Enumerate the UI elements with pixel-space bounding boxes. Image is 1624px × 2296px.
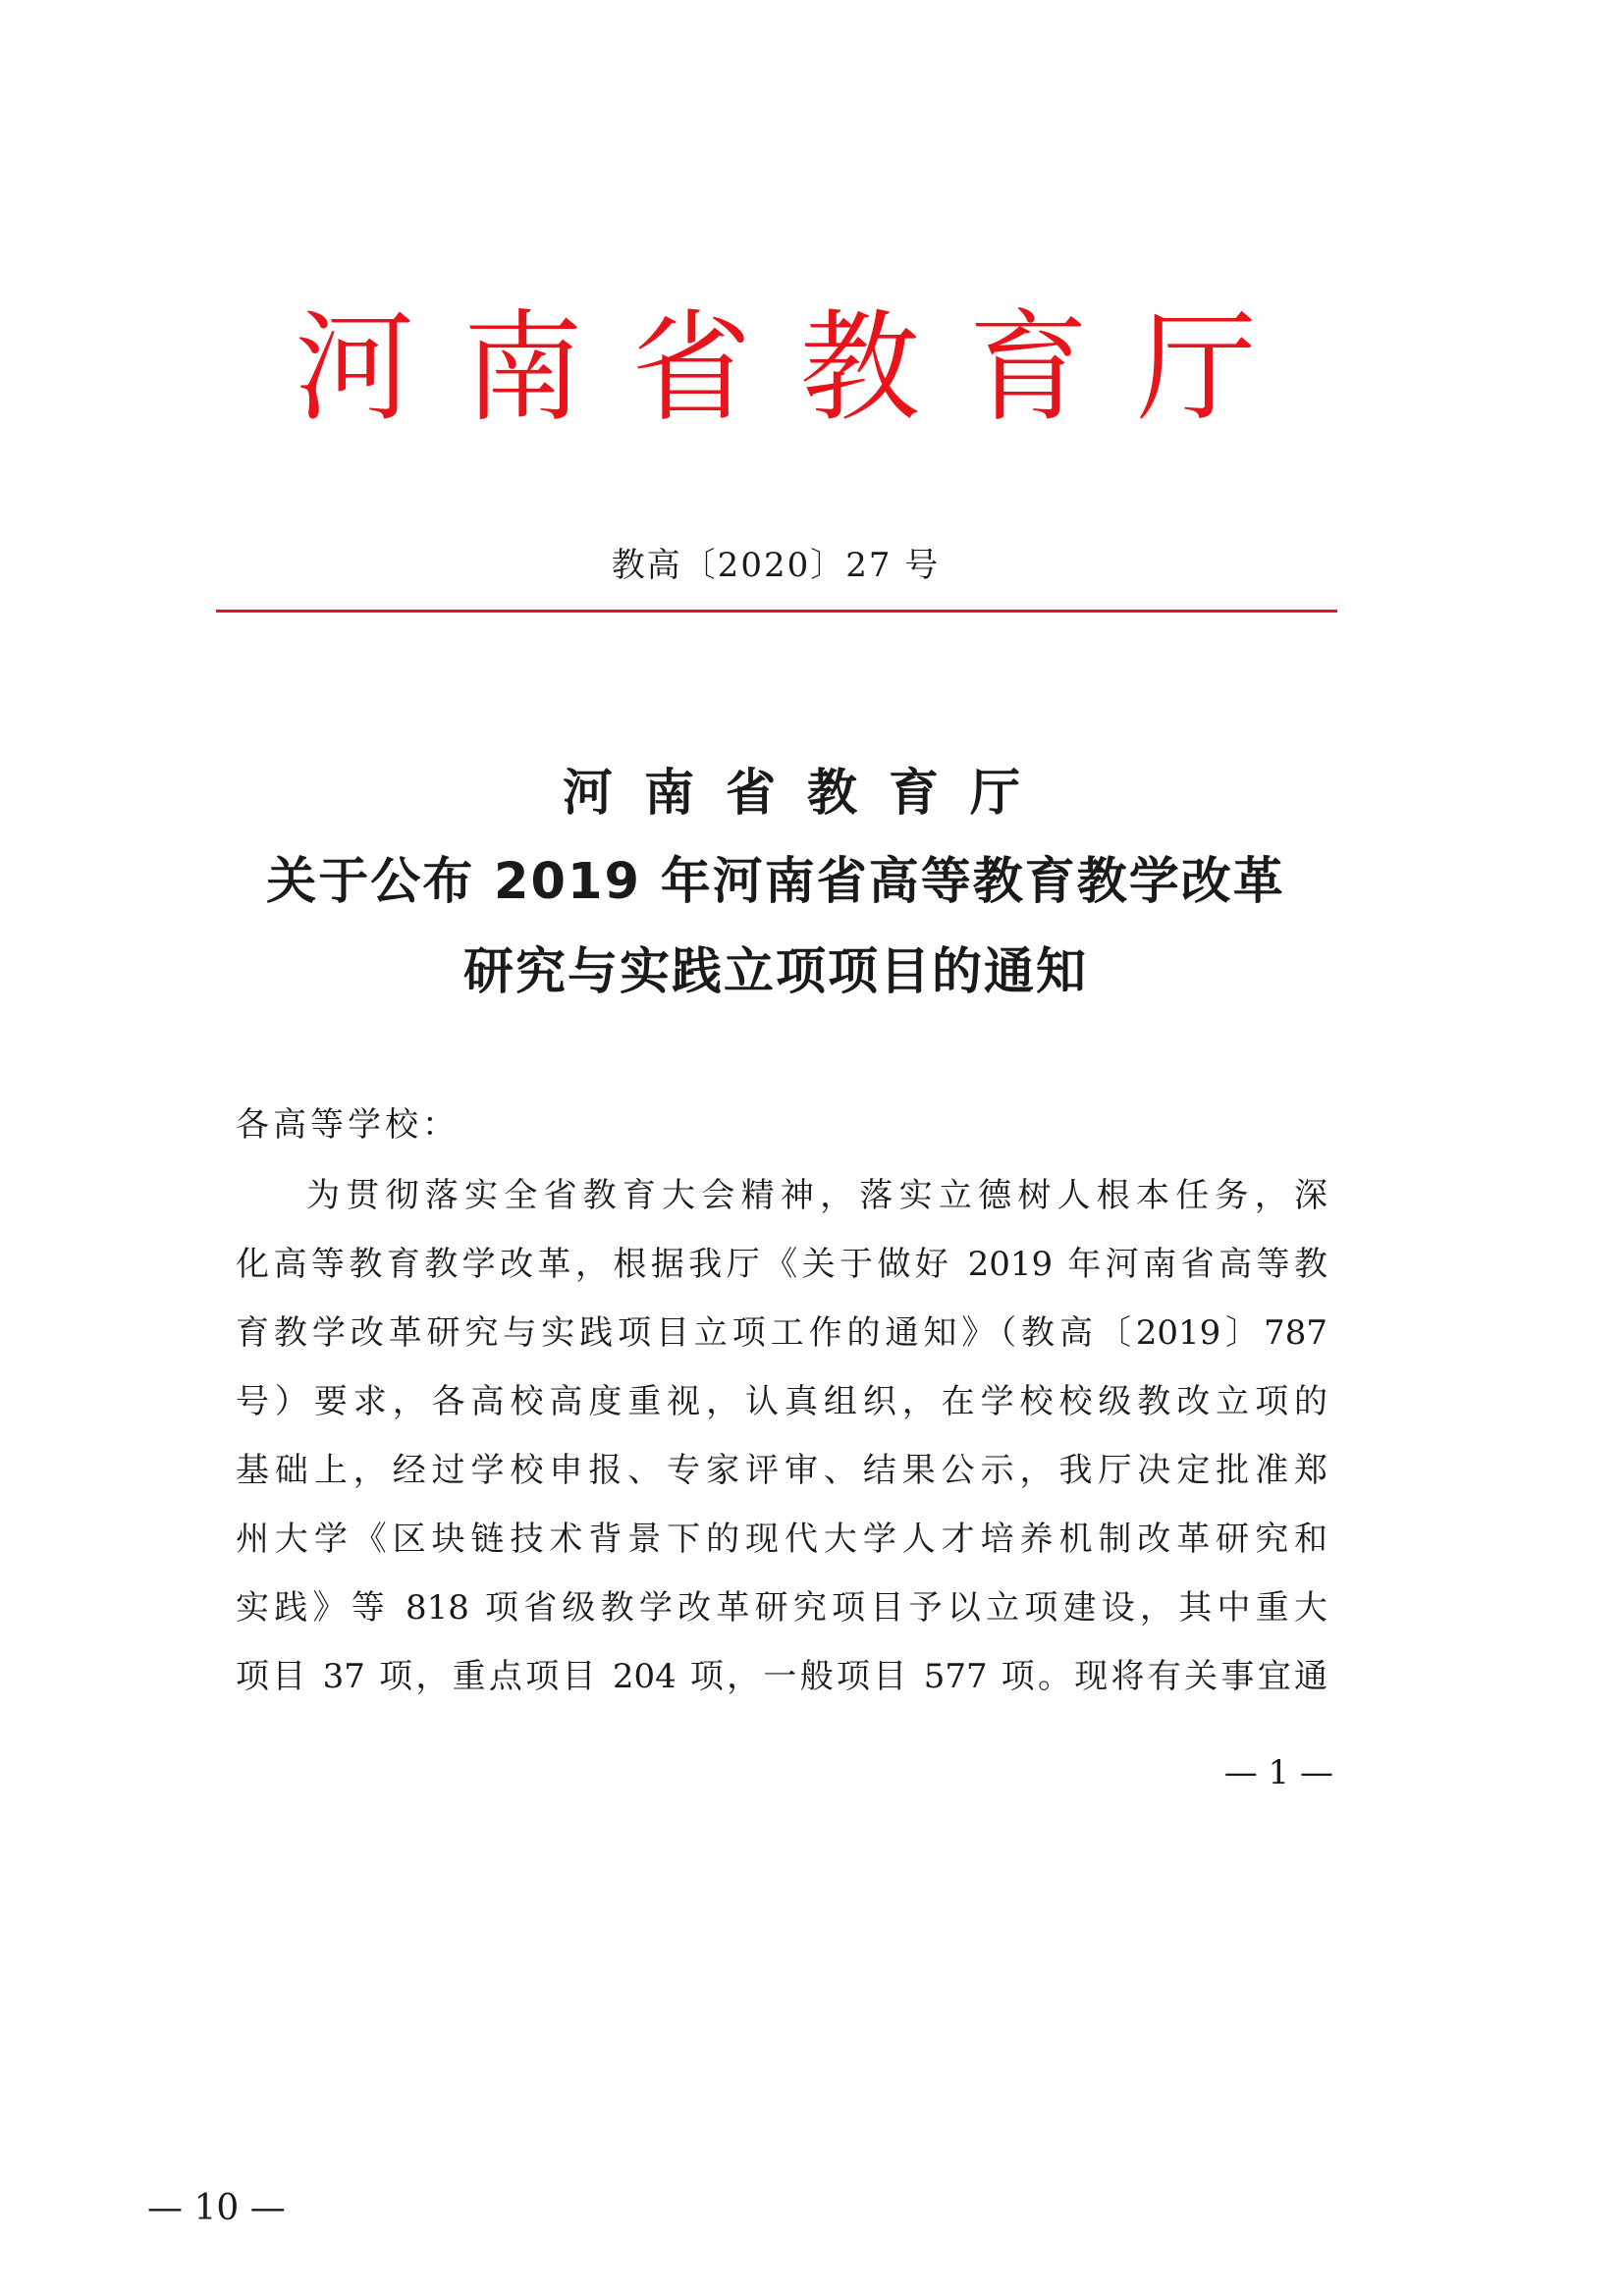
inner-page-number: — 1 —	[1223, 1753, 1333, 1792]
body-line: 项目 37 项，重点项目 204 项，一般项目 577 项。现将有关事宜通	[236, 1657, 1327, 1696]
body-line: 育教学改革研究与实践项目立项工作的通知》（教高〔2019〕787	[236, 1313, 1327, 1353]
salutation: 各高等学校：	[236, 1105, 460, 1145]
letterhead-char: 省	[631, 298, 752, 438]
letterhead-char: 南	[462, 298, 583, 438]
title-line-2: 关于公布 2019 年河南省高等教育教学改革	[266, 853, 1285, 911]
letterhead-char: 河	[295, 298, 414, 438]
letterhead-char: 教	[799, 298, 920, 438]
body-line: 为贯彻落实全省教育大会精神，落实立德树人根本任务，深	[306, 1176, 1327, 1215]
body-line: 号）要求，各高校高度重视，认真组织，在学校校级教改立项的	[236, 1382, 1327, 1421]
document-number: 教高〔2020〕27 号	[611, 546, 941, 585]
body-line: 化高等教育教学改革，根据我厅《关于做好 2019 年河南省高等教	[236, 1245, 1327, 1284]
red-divider	[216, 610, 1337, 613]
letterhead-char: 育	[968, 298, 1089, 438]
title-line-3: 研究与实践立项项目的通知	[462, 943, 1088, 1001]
letterhead	[295, 299, 1257, 437]
outer-page-number: — 10 —	[147, 2188, 286, 2228]
title-line-1: 河南省教育厅	[562, 765, 1052, 823]
body-line: 州大学《区块链技术背景下的现代大学人才培养机制改革研究和	[236, 1520, 1327, 1559]
letterhead-char: 厅	[1136, 298, 1257, 438]
body-line: 实践》等 818 项省级教学改革研究项目予以立项建设，其中重大	[236, 1588, 1327, 1628]
body-line: 基础上，经过学校申报、专家评审、结果公示，我厅决定批准郑	[236, 1451, 1327, 1490]
